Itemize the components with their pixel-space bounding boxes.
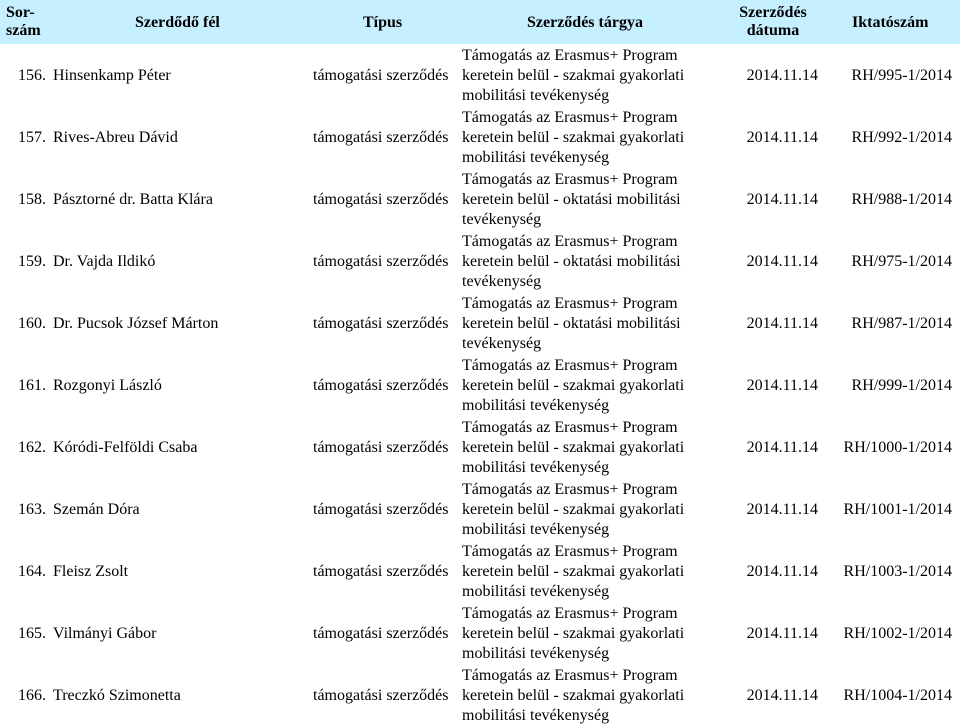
contract-subject bbox=[462, 418, 722, 478]
contract-date: 2014.11.14 bbox=[746, 253, 818, 270]
contract-subject bbox=[462, 108, 722, 168]
contract-type: támogatási szerződés bbox=[313, 191, 449, 208]
subject-line: tevékenység bbox=[462, 335, 542, 352]
contract-type: támogatási szerződés bbox=[313, 253, 449, 270]
party-name: Kóródi-Felföldi Csaba bbox=[53, 439, 198, 456]
reference-number: RH/1002-1/2014 bbox=[843, 625, 952, 642]
subject-line: Támogatás az Erasmus+ Program bbox=[462, 233, 678, 250]
contract-date: 2014.11.14 bbox=[746, 625, 818, 642]
subject-line: mobilitási tevékenység bbox=[462, 397, 610, 414]
row-number: 162. bbox=[18, 439, 46, 456]
table-header bbox=[0, 0, 960, 44]
subject-line: Támogatás az Erasmus+ Program bbox=[462, 295, 678, 312]
contract-subject bbox=[462, 480, 722, 540]
subject-line: Támogatás az Erasmus+ Program bbox=[462, 171, 678, 188]
subject-line: mobilitási tevékenység bbox=[462, 707, 610, 724]
subject-line: keretein belül - szakmai gyakorlati bbox=[462, 129, 685, 146]
contract-date: 2014.11.14 bbox=[746, 439, 818, 456]
contract-subject bbox=[462, 232, 722, 292]
party-name: Rives-Abreu Dávid bbox=[53, 129, 178, 146]
table-row bbox=[0, 45, 960, 107]
reference-number: RH/987-1/2014 bbox=[851, 315, 952, 332]
reference-number: RH/988-1/2014 bbox=[851, 191, 952, 208]
subject-line: mobilitási tevékenység bbox=[462, 521, 610, 538]
contract-subject bbox=[462, 170, 722, 230]
contract-subject bbox=[462, 666, 722, 726]
reference-number: RH/975-1/2014 bbox=[851, 253, 952, 270]
reference-number: RH/1004-1/2014 bbox=[843, 687, 952, 704]
table-row bbox=[0, 603, 960, 665]
subject-line: Támogatás az Erasmus+ Program bbox=[462, 357, 678, 374]
contract-date: 2014.11.14 bbox=[746, 563, 818, 580]
table-row bbox=[0, 417, 960, 479]
subject-line: tevékenység bbox=[462, 211, 542, 228]
contract-date: 2014.11.14 bbox=[746, 687, 818, 704]
reference-number: RH/999-1/2014 bbox=[851, 377, 952, 394]
table-row bbox=[0, 355, 960, 417]
contract-type: támogatási szerződés bbox=[313, 377, 449, 394]
row-number: 166. bbox=[18, 687, 46, 704]
contract-date: 2014.11.14 bbox=[746, 67, 818, 84]
party-name: Hinsenkamp Péter bbox=[53, 67, 171, 84]
contract-subject bbox=[462, 542, 722, 602]
row-number: 165. bbox=[18, 625, 46, 642]
reference-number: RH/995-1/2014 bbox=[851, 67, 952, 84]
subject-line: Támogatás az Erasmus+ Program bbox=[462, 481, 678, 498]
subject-line: keretein belül - szakmai gyakorlati bbox=[462, 67, 685, 84]
table-row bbox=[0, 231, 960, 293]
subject-line: mobilitási tevékenység bbox=[462, 645, 610, 662]
reference-number: RH/1000-1/2014 bbox=[843, 439, 952, 456]
contract-date: 2014.11.14 bbox=[746, 315, 818, 332]
party-name: Dr. Vajda Ildikó bbox=[53, 253, 156, 270]
contract-type: támogatási szerződés bbox=[313, 67, 449, 84]
subject-line: keretein belül - szakmai gyakorlati bbox=[462, 563, 685, 580]
contract-type: támogatási szerződés bbox=[313, 625, 449, 642]
party-name: Szemán Dóra bbox=[53, 501, 140, 518]
table-row bbox=[0, 169, 960, 231]
table-row bbox=[0, 479, 960, 541]
party-name: Pásztorné dr. Batta Klára bbox=[53, 191, 213, 208]
party-name: Fleisz Zsolt bbox=[53, 563, 129, 580]
contract-subject bbox=[462, 356, 722, 416]
contract-subject bbox=[462, 46, 722, 106]
header-iktatoszam: Iktatószám bbox=[852, 14, 929, 31]
header-datum-line1: Szerződés bbox=[739, 4, 807, 21]
contract-subject bbox=[462, 604, 722, 664]
contract-type: támogatási szerződés bbox=[313, 501, 449, 518]
party-name: Dr. Pucsok József Márton bbox=[53, 315, 219, 332]
subject-line: Támogatás az Erasmus+ Program bbox=[462, 667, 678, 684]
table-row bbox=[0, 665, 960, 727]
subject-line: Támogatás az Erasmus+ Program bbox=[462, 543, 678, 560]
header-datum bbox=[733, 4, 813, 40]
contract-date: 2014.11.14 bbox=[746, 377, 818, 394]
subject-line: tevékenység bbox=[462, 273, 542, 290]
contract-date: 2014.11.14 bbox=[746, 191, 818, 208]
party-name: Vilmányi Gábor bbox=[53, 625, 157, 642]
subject-line: Támogatás az Erasmus+ Program bbox=[462, 109, 678, 126]
header-sorszam-line2: szám bbox=[6, 22, 41, 39]
contract-subject bbox=[462, 294, 722, 354]
reference-number: RH/1001-1/2014 bbox=[843, 501, 952, 518]
subject-line: keretein belül - oktatási mobilitási bbox=[462, 253, 681, 270]
contract-type: támogatási szerződés bbox=[313, 129, 449, 146]
row-number: 160. bbox=[18, 315, 46, 332]
table-row bbox=[0, 541, 960, 603]
row-number: 158. bbox=[18, 191, 46, 208]
party-name: Treczkó Szimonetta bbox=[53, 687, 181, 704]
subject-line: Támogatás az Erasmus+ Program bbox=[462, 605, 678, 622]
table-row bbox=[0, 293, 960, 355]
table-row bbox=[0, 107, 960, 169]
party-name: Rozgonyi László bbox=[53, 377, 162, 394]
header-tipus: Típus bbox=[363, 14, 403, 31]
subject-line: Támogatás az Erasmus+ Program bbox=[462, 419, 678, 436]
subject-line: keretein belül - szakmai gyakorlati bbox=[462, 625, 685, 642]
row-number: 161. bbox=[18, 377, 46, 394]
subject-line: keretein belül - oktatási mobilitási bbox=[462, 315, 681, 332]
contract-date: 2014.11.14 bbox=[746, 501, 818, 518]
subject-line: mobilitási tevékenység bbox=[462, 87, 610, 104]
contract-type: támogatási szerződés bbox=[313, 687, 449, 704]
subject-line: keretein belül - szakmai gyakorlati bbox=[462, 439, 685, 456]
header-datum-line2: dátuma bbox=[746, 22, 800, 39]
header-szerzodo-fel: Szerdődő fél bbox=[135, 14, 220, 31]
subject-line: keretein belül - szakmai gyakorlati bbox=[462, 687, 685, 704]
subject-line: keretein belül - szakmai gyakorlati bbox=[462, 501, 685, 518]
subject-line: keretein belül - oktatási mobilitási bbox=[462, 191, 681, 208]
header-sorszam-line1: Sor- bbox=[6, 4, 35, 21]
row-number: 157. bbox=[18, 129, 46, 146]
subject-line: mobilitási tevékenység bbox=[462, 459, 610, 476]
reference-number: RH/1003-1/2014 bbox=[843, 563, 952, 580]
header-sorszam bbox=[6, 4, 41, 40]
reference-number: RH/992-1/2014 bbox=[851, 129, 952, 146]
header-targy: Szerződés tárgya bbox=[527, 14, 643, 31]
subject-line: keretein belül - szakmai gyakorlati bbox=[462, 377, 685, 394]
row-number: 164. bbox=[18, 563, 46, 580]
contract-type: támogatási szerződés bbox=[313, 315, 449, 332]
row-number: 156. bbox=[18, 67, 46, 84]
row-number: 159. bbox=[18, 253, 46, 270]
contract-type: támogatási szerződés bbox=[313, 439, 449, 456]
subject-line: mobilitási tevékenység bbox=[462, 583, 610, 600]
row-number: 163. bbox=[18, 501, 46, 518]
contract-type: támogatási szerződés bbox=[313, 563, 449, 580]
subject-line: mobilitási tevékenység bbox=[462, 149, 610, 166]
contract-date: 2014.11.14 bbox=[746, 129, 818, 146]
subject-line: Támogatás az Erasmus+ Program bbox=[462, 47, 678, 64]
